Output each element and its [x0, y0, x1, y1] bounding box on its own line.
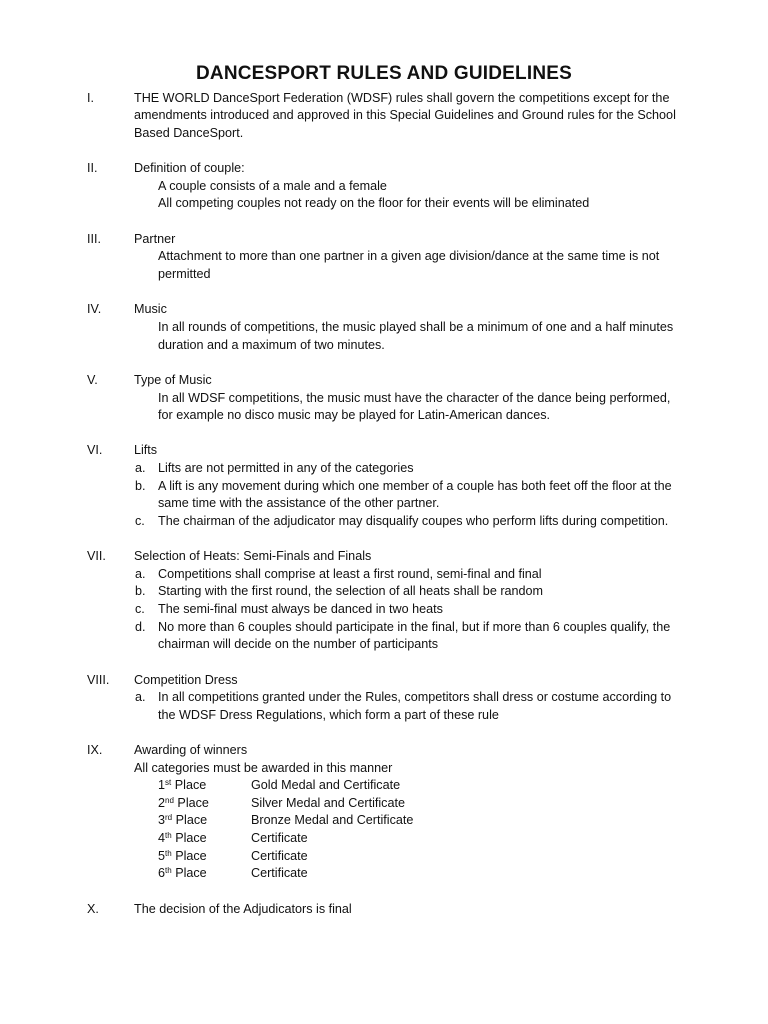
list-item: Lifts are not permitted in any of the categories	[158, 461, 414, 475]
award-prize: Certificate	[251, 831, 308, 845]
section-numeral: I.	[87, 91, 94, 105]
section-heading: Competition Dress	[134, 673, 238, 687]
section-numeral: V.	[87, 373, 98, 387]
list-item: the WDSF Dress Regulations, which form a part of these rule	[158, 708, 499, 722]
list-item: The semi-final must always be danced in two heats	[158, 602, 443, 616]
section-text-line: for example no disco music may be played for Latin-American dances.	[158, 408, 550, 422]
list-item: Competitions shall comprise at least a first round, semi-final and final	[158, 567, 542, 581]
list-marker: a.	[135, 461, 146, 475]
award-place: 4th Place	[158, 831, 207, 845]
section-numeral: IV.	[87, 302, 102, 316]
section-numeral: VI.	[87, 443, 103, 457]
section-heading: Awarding of winners	[134, 743, 248, 757]
section-numeral: X.	[87, 902, 99, 916]
section-text-line: In all WDSF competitions, the music must have the character of the dance being performed,	[158, 391, 671, 405]
list-marker: b.	[135, 584, 146, 598]
section-text-line: duration and a maximum of two minutes.	[158, 338, 385, 352]
list-item: Starting with the first round, the selection of all heats shall be random	[158, 584, 544, 598]
list-marker: c.	[135, 602, 145, 616]
section-heading: Type of Music	[134, 373, 212, 387]
section-text-line: amendments introduced and approved in this Special Guidelines and Ground rules for the School	[134, 108, 676, 122]
award-prize: Silver Medal and Certificate	[251, 796, 405, 810]
list-item: The chairman of the adjudicator may disqualify coupes who perform lifts during competition.	[158, 514, 669, 528]
award-prize: Certificate	[251, 866, 308, 880]
section-text-line: All competing couples not ready on the floor for their events will be eliminated	[158, 196, 590, 210]
section-numeral: III.	[87, 232, 101, 246]
section-heading: The decision of the Adjudicators is final	[134, 902, 352, 916]
award-prize: Certificate	[251, 849, 308, 863]
section-numeral: IX.	[87, 743, 103, 757]
section-text-line: Attachment to more than one partner in a given age division/dance at the same time is not	[158, 249, 660, 263]
section-heading: Selection of Heats: Semi-Finals and Finals	[134, 549, 372, 563]
section-heading: Lifts	[134, 443, 158, 457]
section-heading: Partner	[134, 232, 176, 246]
list-item: chairman will decide on the number of participants	[158, 637, 439, 651]
section-text-line: All categories must be awarded in this manner	[134, 761, 393, 775]
section-numeral: VIII.	[87, 673, 110, 687]
section-text-line: A couple consists of a male and a female	[158, 179, 387, 193]
award-place: 2nd Place	[158, 796, 209, 810]
award-prize: Bronze Medal and Certificate	[251, 813, 414, 827]
award-place: 6th Place	[158, 866, 207, 880]
section-text-line: In all rounds of competitions, the music played shall be a minimum of one and a half minutes	[158, 320, 674, 334]
section-numeral: II.	[87, 161, 98, 175]
section-heading: Music	[134, 302, 167, 316]
section-text-line: permitted	[158, 267, 211, 281]
list-item: same time with the assistance of the other partner.	[158, 496, 440, 510]
page-title: DANCESPORT RULES AND GUIDELINES	[195, 63, 573, 84]
award-place: 3rd Place	[158, 813, 208, 827]
award-place: 1st Place	[158, 778, 207, 792]
list-marker: a.	[135, 690, 146, 704]
section-heading: Definition of couple:	[134, 161, 245, 175]
award-prize: Gold Medal and Certificate	[251, 778, 401, 792]
list-item: A lift is any movement during which one member of a couple has both feet off the floor at the	[158, 479, 672, 493]
list-item: In all competitions granted under the Rules, competitors shall dress or costume according to	[158, 690, 672, 704]
section-numeral: VII.	[87, 549, 106, 563]
list-item: No more than 6 couples should participate in the final, but if more than 6 couples qualify, the	[158, 620, 671, 634]
award-place: 5th Place	[158, 849, 207, 863]
section-text-line: Based DanceSport.	[134, 126, 244, 140]
list-marker: b.	[135, 479, 146, 493]
section-text-line: THE WORLD DanceSport Federation (WDSF) rules shall govern the competitions except for the	[134, 91, 670, 105]
list-marker: d.	[135, 620, 146, 634]
list-marker: c.	[135, 514, 145, 528]
list-marker: a.	[135, 567, 146, 581]
